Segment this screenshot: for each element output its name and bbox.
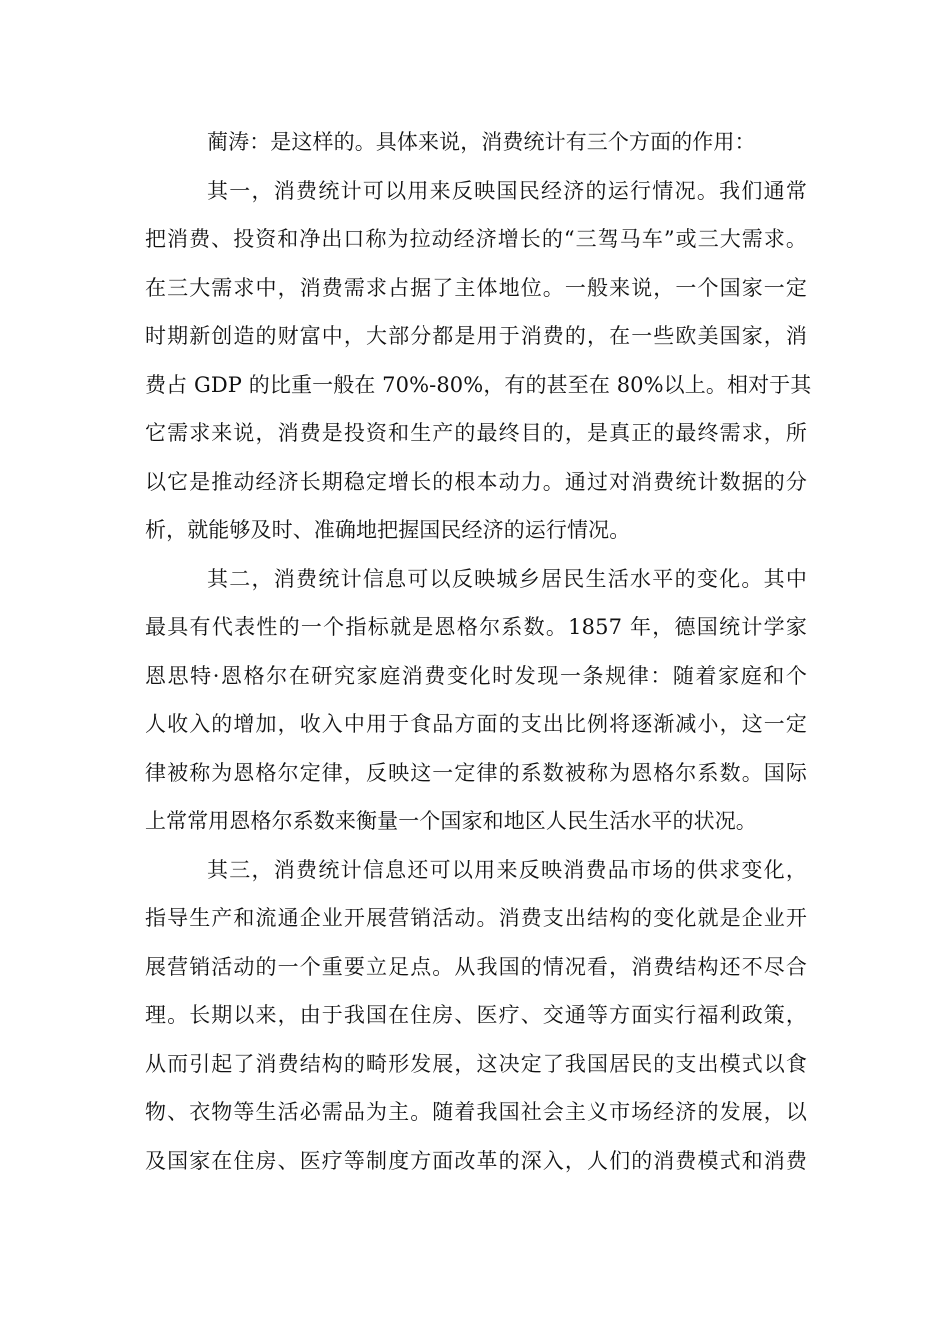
text-line: 从而引起了消费结构的畸形发展，这决定了我国居民的支出模式以食 xyxy=(145,1051,807,1076)
text-line: 在三大需求中，消费需求占据了主体地位。一般来说，一个国家一定 xyxy=(145,275,807,300)
text-line: 费占 GDP 的比重一般在 70%-80%，有的甚至在 80%以上。相对于其 xyxy=(145,372,812,397)
text-line: 理。长期以来，由于我国在住房、医疗、交通等方面实行福利政策， xyxy=(145,1003,807,1027)
text-line: 指导生产和流通企业开展营销活动。消费支出结构的变化就是企业开 xyxy=(145,906,807,930)
text-line: 人收入的增加，收入中用于食品方面的支出比例将逐渐减小，这一定 xyxy=(145,712,807,736)
text-line: 最具有代表性的一个指标就是恩格尔系数。1857 年，德国统计学家 xyxy=(145,615,807,639)
text-line: 其三，消费统计信息还可以用来反映消费品市场的供求变化， xyxy=(207,857,807,882)
text-line: 物、衣物等生活必需品为主。随着我国社会主义市场经济的发展，以 xyxy=(145,1100,807,1124)
text-line: 律被称为恩格尔定律，反映这一定律的系数被称为恩格尔系数。国际 xyxy=(145,760,807,785)
text-line: 其一，消费统计可以用来反映国民经济的运行情况。我们通常 xyxy=(207,178,807,203)
text-line: 其二，消费统计信息可以反映城乡居民生活水平的变化。其中 xyxy=(207,566,807,591)
text-line: 展营销活动的一个重要立足点。从我国的情况看，消费结构还不尽合 xyxy=(145,954,807,979)
text-line: 及国家在住房、医疗等制度方面改革的深入，人们的消费模式和消费 xyxy=(145,1148,807,1173)
text-line: 它需求来说，消费是投资和生产的最终目的，是真正的最终需求，所 xyxy=(145,421,807,445)
text-line: 把消费、投资和净出口称为拉动经济增长的“三驾马车”或三大需求。 xyxy=(145,227,807,251)
body-text xyxy=(145,118,812,1185)
text-line: 蔺涛：是这样的。具体来说，消费统计有三个方面的作用： xyxy=(207,130,756,154)
text-line: 恩思特·恩格尔在研究家庭消费变化时发现一条规律：随着家庭和个 xyxy=(145,663,807,688)
text-line: 析，就能够及时、准确地把握国民经济的运行情况。 xyxy=(145,518,631,542)
text-line: 时期新创造的财富中，大部分都是用于消费的，在一些欧美国家，消 xyxy=(145,324,807,348)
text-line: 上常常用恩格尔系数来衡量一个国家和地区人民生活水平的状况。 xyxy=(145,809,757,833)
text-line: 以它是推动经济长期稳定增长的根本动力。通过对消费统计数据的分 xyxy=(145,469,807,494)
